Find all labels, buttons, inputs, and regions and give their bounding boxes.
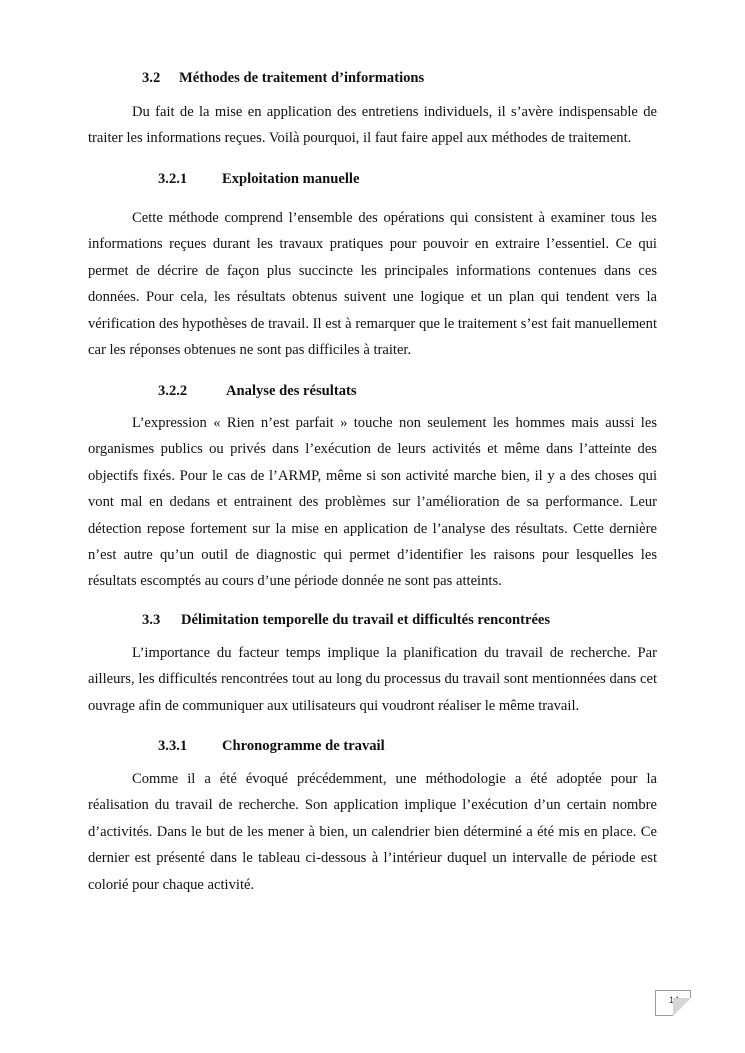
paragraph-3-3-1: Comme il a été évoqué précédemment, une méthodologie a été adoptée pour la réalisation du travail de recherche. Son application implique l’exécution d’un certain nombre d’activités. Dans le but de les mener à bien, un calendrier bien déterminé a été mis en place. Ce dernier est présenté dans le tableau ci-dessous à l’intérieur duquel un intervalle de période est colorié pour chaque activité.	[88, 771, 657, 893]
paragraph-3-2-1: Cette méthode comprend l’ensemble des opérations qui consistent à examiner tous les informations reçues durant les travaux pratiques pour pouvoir en extraire l’essentiel. Ce qui permet de décrire de façon plus succincte les principales informations contenues dans ces données. Pour cela, les résultats obtenus suivent une logique et un plan qui tendent vers la vérification des hypothèses de travail. Il est à remarquer que le traitement s’est fait manuellement car les réponses obtenues ne sont pas difficiles à traiter.	[88, 210, 657, 359]
section-heading-3-2-1	[158, 171, 359, 188]
page-number-box	[655, 990, 691, 1016]
section-title: Analyse des résultats	[226, 383, 357, 399]
section-number: 3.3.1	[158, 738, 188, 754]
page-curl-icon	[673, 998, 691, 1016]
section-heading-3-2-2	[158, 383, 357, 400]
section-number: 3.3	[142, 612, 161, 628]
section-heading-3-3	[142, 612, 550, 629]
section-number: 3.2	[142, 70, 161, 86]
section-title: Méthodes de traitement d’informations	[179, 70, 425, 86]
paragraph-3-2-2: L’expression « Rien n’est parfait » touche non seulement les hommes mais aussi les organismes publics ou privés dans l’exécution de leurs activités et même dans l’atteinte des objectifs fixés. Pour le cas de l’ARMP, même si son activité marche bien, il y a des choses qui vont mal en dedans et entrainent des problèmes sur l’amélioration de sa performance. Leur détection repose fortement sur la mise en application de l’analyse des résultats. Cette dernière n’est autre qu’un outil de diagnostic qui permet d’identifier les raisons pour lesquelles les résultats escomptés au cours d’une période donnée ne sont pas atteints.	[88, 415, 657, 590]
section-number: 3.2.1	[158, 171, 188, 187]
paragraph-3-3: L’importance du facteur temps implique la planification du travail de recherche. Par ailleurs, les difficultés rencontrées tout au long du processus du travail sont mentionnées dans cet ouvrage afin de communiquer aux utilisateurs qui voudront réaliser le même travail.	[88, 645, 657, 714]
section-title: Chronogramme de travail	[222, 738, 385, 754]
page-number: 14	[668, 995, 679, 1005]
section-heading-3-2	[142, 70, 424, 87]
paragraph-3-2: Du fait de la mise en application des entretiens individuels, il s’avère indispensable de traiter les informations reçues. Voilà pourquoi, il faut faire appel aux méthodes de traitement.	[88, 104, 657, 147]
section-number: 3.2.2	[158, 383, 188, 399]
section-heading-3-3-1	[158, 738, 385, 755]
section-title: Délimitation temporelle du travail et difficultés rencontrées	[181, 612, 551, 628]
section-title: Exploitation manuelle	[222, 171, 360, 187]
